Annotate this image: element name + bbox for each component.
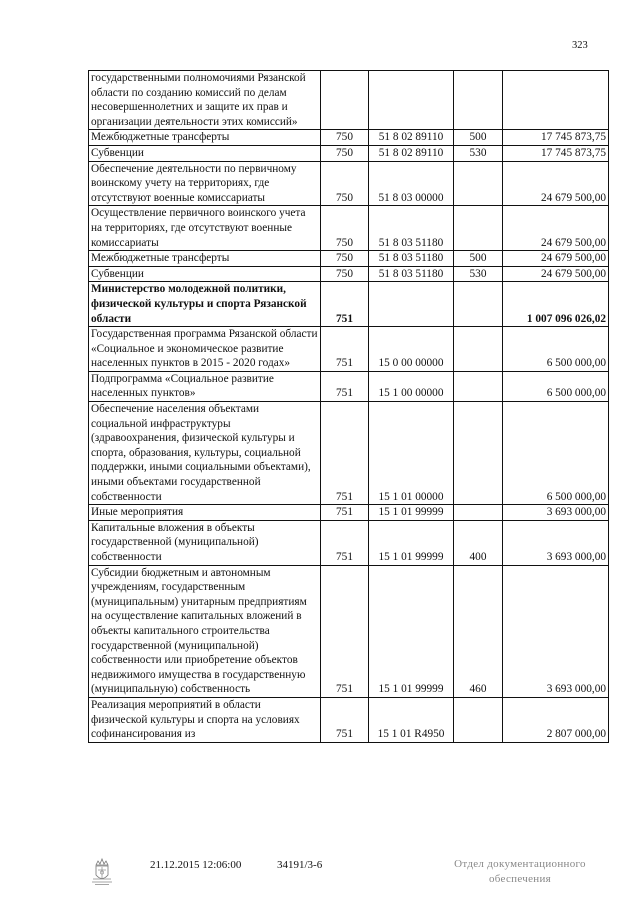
table-row	[89, 251, 609, 267]
target-article-cell: 51 8 03 51180	[369, 251, 454, 267]
item-name-cell: Межбюджетные трансферты	[89, 130, 321, 146]
item-name-cell: Субвенции	[89, 266, 321, 282]
expense-type-cell: 530	[454, 266, 503, 282]
amount-cell: 24 679 500,00	[503, 161, 609, 206]
expense-type-cell	[454, 71, 503, 130]
target-article-cell	[369, 282, 454, 327]
amount-cell: 3 693 000,00	[503, 505, 609, 521]
table-row	[89, 565, 609, 697]
table-row	[89, 130, 609, 146]
ministry-code-cell: 750	[321, 251, 369, 267]
item-name-cell: государственными полномочиями Рязанской области по созданию комиссий по делам несовершеннолетних и защите их прав и организации деятельности этих комиссий»	[89, 71, 321, 130]
footer-doc-number: 34191/3-6	[277, 859, 323, 871]
expense-type-cell	[454, 327, 503, 372]
ministry-code-cell: 751	[321, 697, 369, 742]
amount-cell: 1 007 096 026,02	[503, 282, 609, 327]
amount-cell	[503, 71, 609, 130]
table-row	[89, 505, 609, 521]
target-article-cell: 51 8 03 51180	[369, 206, 454, 251]
ministry-code-cell: 750	[321, 266, 369, 282]
table-row	[89, 206, 609, 251]
page-footer	[0, 856, 640, 896]
item-name-cell: Министерство молодежной политики, физической культуры и спорта Рязанской области	[89, 282, 321, 327]
expense-type-cell: 530	[454, 145, 503, 161]
expense-type-cell: 500	[454, 251, 503, 267]
ministry-code-cell: 751	[321, 371, 369, 401]
ministry-code-cell: 751	[321, 520, 369, 565]
ministry-code-cell: 750	[321, 145, 369, 161]
ministry-code-cell: 750	[321, 206, 369, 251]
expense-type-cell	[454, 371, 503, 401]
target-article-cell: 15 0 00 00000	[369, 327, 454, 372]
amount-cell: 2 807 000,00	[503, 697, 609, 742]
target-article-cell: 15 1 01 00000	[369, 402, 454, 505]
item-name-cell: Подпрограмма «Социальное развитие населенных пунктов»	[89, 371, 321, 401]
item-name-cell: Реализация мероприятий в области физической культуры и спорта на условиях софинансирования из	[89, 697, 321, 742]
table-row	[89, 145, 609, 161]
amount-cell: 6 500 000,00	[503, 371, 609, 401]
table-row	[89, 266, 609, 282]
amount-cell: 24 679 500,00	[503, 206, 609, 251]
ministry-code-cell: 750	[321, 130, 369, 146]
target-article-cell: 15 1 01 99999	[369, 505, 454, 521]
stamp-line-1: Отдел документационного	[454, 858, 586, 870]
ministry-code-cell: 751	[321, 282, 369, 327]
item-name-cell: Обеспечение деятельности по первичному воинскому учету на территориях, где отсутствуют военные комиссариаты	[89, 161, 321, 206]
target-article-cell: 51 8 03 51180	[369, 266, 454, 282]
amount-cell: 17 745 873,75	[503, 145, 609, 161]
target-article-cell: 51 8 02 89110	[369, 130, 454, 146]
item-name-cell: Субсидии бюджетным и автономным учреждениям, государственным (муниципальным) унитарным предприятиям на осуществление капитальных вложений в объекты капитального строительства государственной (муниципальной) собственности или приобретение объектов недвижимого имущества в государственную (муниципальную) собственность	[89, 565, 321, 697]
expense-type-cell	[454, 206, 503, 251]
expense-type-cell	[454, 697, 503, 742]
table-row	[89, 282, 609, 327]
item-name-cell: Иные мероприятия	[89, 505, 321, 521]
footer-date: 21.12.2015 12:06:00	[150, 859, 242, 871]
item-name-cell: Осуществление первичного воинского учета на территориях, где отсутствуют военные комиссариаты	[89, 206, 321, 251]
expense-type-cell: 500	[454, 130, 503, 146]
table-row	[89, 697, 609, 742]
amount-cell: 17 745 873,75	[503, 130, 609, 146]
table-row	[89, 161, 609, 206]
item-name-cell: Государственная программа Рязанской области «Социальное и экономическое развитие населенных пунктов в 2015 - 2020 годах»	[89, 327, 321, 372]
ministry-code-cell: 751	[321, 327, 369, 372]
budget-table	[88, 70, 609, 743]
table-row	[89, 71, 609, 130]
target-article-cell: 15 1 00 00000	[369, 371, 454, 401]
table-row	[89, 520, 609, 565]
ministry-code-cell: 751	[321, 565, 369, 697]
expense-type-cell	[454, 282, 503, 327]
target-article-cell: 51 8 03 00000	[369, 161, 454, 206]
page-number: 323	[572, 40, 588, 51]
expense-type-cell: 400	[454, 520, 503, 565]
stamp-line-2: обеспечения	[488, 873, 552, 885]
ministry-code-cell	[321, 71, 369, 130]
target-article-cell	[369, 71, 454, 130]
target-article-cell: 15 1 01 99999	[369, 520, 454, 565]
ryazan-emblem-icon	[90, 856, 114, 886]
item-name-cell: Капитальные вложения в объекты государственной (муниципальной) собственности	[89, 520, 321, 565]
department-stamp	[445, 857, 595, 887]
target-article-cell: 15 1 01 99999	[369, 565, 454, 697]
amount-cell: 6 500 000,00	[503, 327, 609, 372]
target-article-cell: 15 1 01 R4950	[369, 697, 454, 742]
amount-cell: 3 693 000,00	[503, 520, 609, 565]
table-row	[89, 371, 609, 401]
amount-cell: 24 679 500,00	[503, 266, 609, 282]
table-row	[89, 402, 609, 505]
amount-cell: 6 500 000,00	[503, 402, 609, 505]
item-name-cell: Обеспечение населения объектами социальной инфраструктуры (здравоохранения, физической культуры и спорта, образования, культуры, социальной поддержки, иными социальными объектами), иными объектами государственной собственности	[89, 402, 321, 505]
ministry-code-cell: 751	[321, 402, 369, 505]
table-row	[89, 327, 609, 372]
amount-cell: 3 693 000,00	[503, 565, 609, 697]
target-article-cell: 51 8 02 89110	[369, 145, 454, 161]
ministry-code-cell: 750	[321, 161, 369, 206]
expense-type-cell	[454, 161, 503, 206]
ministry-code-cell: 751	[321, 505, 369, 521]
expense-type-cell: 460	[454, 565, 503, 697]
amount-cell: 24 679 500,00	[503, 251, 609, 267]
item-name-cell: Субвенции	[89, 145, 321, 161]
table-body	[89, 71, 609, 743]
expense-type-cell	[454, 505, 503, 521]
expense-type-cell	[454, 402, 503, 505]
item-name-cell: Межбюджетные трансферты	[89, 251, 321, 267]
